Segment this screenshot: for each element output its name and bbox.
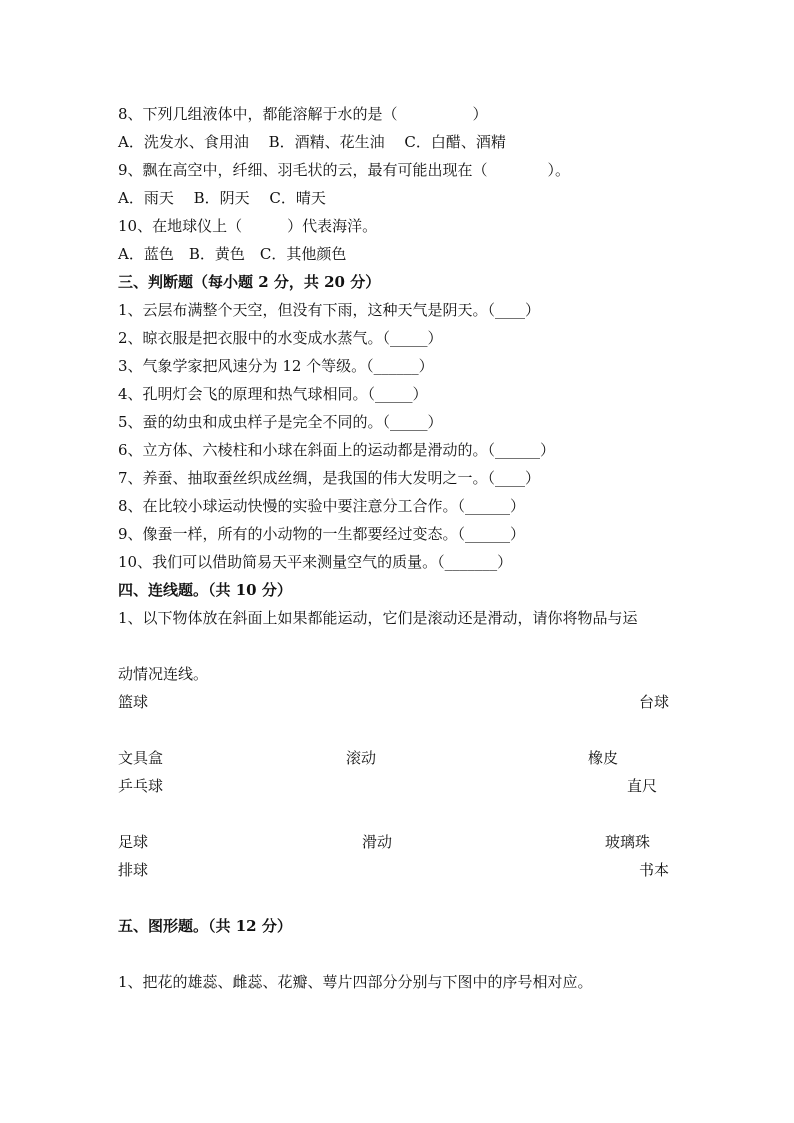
matching-left-item: 足球 xyxy=(118,833,149,851)
figure-question-1: 1、把花的雄蕊、雌蕊、花瓣、萼片四部分分别与下图中的序号相对应。 xyxy=(118,973,593,991)
matching-left-item: 排球 xyxy=(118,861,149,879)
figure-section-heading: 五、图形题。（共 12 分） xyxy=(118,917,292,935)
question-9-stem: 9、飘在高空中，纤细、羽毛状的云，最有可能出现在（ ）。 xyxy=(118,161,571,179)
matching-right-item: 直尺 xyxy=(627,777,658,795)
matching-middle-item: 滚动 xyxy=(346,749,377,767)
judge-item-3: 3、气象学家把风速分为 12 个等级。（______） xyxy=(118,357,434,375)
matching-left-item: 篮球 xyxy=(118,693,149,711)
judge-item-8: 8、在比较小球运动快慢的实验中要注意分工合作。（______） xyxy=(118,497,526,515)
question-8-options: A．洗发水、食用油 B．酒精、花生油 C．白醋、酒精 xyxy=(118,133,506,151)
judge-item-6: 6、立方体、六棱柱和小球在斜面上的运动都是滑动的。（______） xyxy=(118,441,556,459)
judge-item-9: 9、像蚕一样，所有的小动物的一生都要经过变态。（______） xyxy=(118,525,526,543)
matching-right-item: 书本 xyxy=(639,861,670,879)
matching-instruction-line2: 动情况连线。 xyxy=(118,665,209,683)
judge-item-5: 5、蚕的幼虫和成虫样子是完全不同的。（_____） xyxy=(118,413,443,431)
matching-instruction-line1: 1、以下物体放在斜面上如果都能运动，它们是滚动还是滑动，请你将物品与运 xyxy=(118,609,638,627)
judge-item-2: 2、晾衣服是把衣服中的水变成水蒸气。（_____） xyxy=(118,329,443,347)
question-9-options: A．雨天 B．阴天 C．晴天 xyxy=(118,189,326,207)
judge-item-1: 1、云层布满整个天空，但没有下雨，这种天气是阴天。（____） xyxy=(118,301,541,319)
matching-right-item: 台球 xyxy=(639,693,670,711)
matching-section-heading: 四、连线题。（共 10 分） xyxy=(118,581,292,599)
question-10-options: A．蓝色 B．黄色 C．其他颜色 xyxy=(118,245,347,263)
matching-left-item: 乒乓球 xyxy=(118,777,164,795)
judge-section-heading: 三、判断题（每小题 2 分，共 20 分） xyxy=(118,273,381,291)
judge-item-4: 4、孔明灯会飞的原理和热气球相同。（_____） xyxy=(118,385,428,403)
question-8-stem: 8、下列几组液体中，都能溶解于水的是（ ） xyxy=(118,105,488,123)
matching-right-item: 橡皮 xyxy=(588,749,619,767)
matching-right-item: 玻璃珠 xyxy=(605,833,651,851)
matching-middle-item: 滑动 xyxy=(362,833,393,851)
judge-item-7: 7、养蚕、抽取蚕丝织成丝绸，是我国的伟大发明之一。（____） xyxy=(118,469,541,487)
matching-left-item: 文具盒 xyxy=(118,749,164,767)
question-10-stem: 10、在地球仪上（ ）代表海洋。 xyxy=(118,217,378,235)
judge-item-10: 10、我们可以借助简易天平来测量空气的质量。（_______） xyxy=(118,553,513,571)
